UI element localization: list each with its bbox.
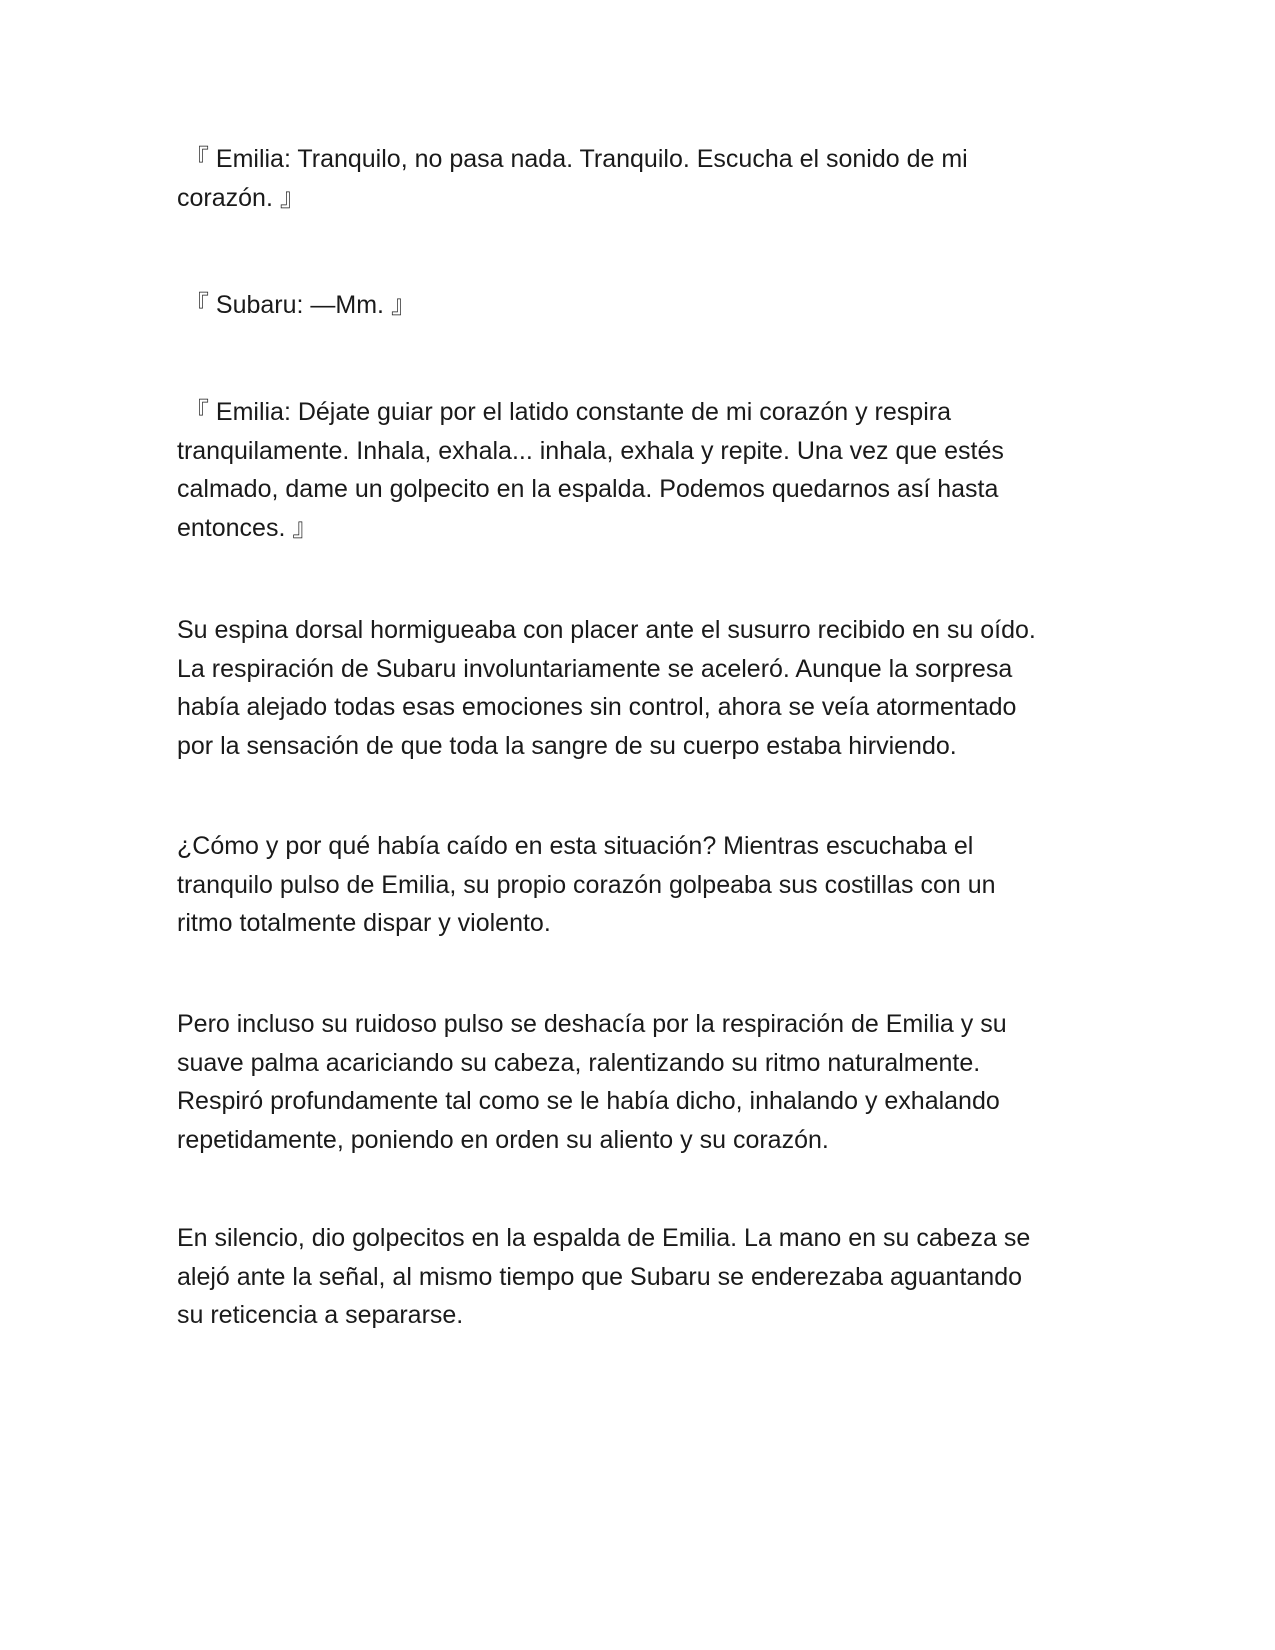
text-line: 『 Emilia: Déjate guiar por el latido constante de mi corazón y respira [177,398,951,426]
text-line: La respiración de Subaru involuntariamente se aceleró. Aunque la sorpresa [177,654,1013,683]
text-line: corazón. 』 [177,183,305,212]
text-line: 『 Emilia: Tranquilo, no pasa nada. Tranquilo. Escucha el sonido de mi [177,145,968,173]
text-line: ¿Cómo y por qué había caído en esta situación? Mientras escuchaba el [177,832,974,860]
text-line: tranquilo pulso de Emilia, su propio corazón golpeaba sus costillas con un [177,870,996,899]
paragraph-emilia-1 [177,140,1107,217]
text-line: repetidamente, poniendo en orden su aliento y su corazón. [177,1125,829,1154]
paragraph-narration-4 [177,1219,1107,1335]
text-line: 『 Subaru: —Mm. 』 [177,291,416,319]
text-line: por la sensación de que toda la sangre de su cuerpo estaba hirviendo. [177,731,957,760]
paragraph-narration-3 [177,1005,1107,1159]
text-line: suave palma acariciando su cabeza, ralentizando su ritmo naturalmente. [177,1048,981,1077]
text-line: tranquilamente. Inhala, exhala... inhala, exhala y repite. Una vez que estés [177,436,1004,465]
text-line: Respiró profundamente tal como se le había dicho, inhalando y exhalando [177,1087,1000,1115]
text-line: su reticencia a separarse. [177,1301,464,1329]
text-line: Su espina dorsal hormigueaba con placer ante el susurro recibido en su oído. [177,616,1036,644]
paragraph-narration-2 [177,827,1107,943]
text-line: entonces. 』 [177,513,318,542]
text-line: alejó ante la señal, al mismo tiempo que Subaru se enderezaba aguantando [177,1262,1023,1291]
paragraph-narration-1 [177,611,1107,765]
text-line: calmado, dame un golpecito en la espalda. Podemos quedarnos así hasta [177,475,999,503]
text-line: ritmo totalmente dispar y violento. [177,909,551,937]
text-line: Pero incluso su ruidoso pulso se deshacía por la respiración de Emilia y su [177,1010,1007,1038]
text-line: había alejado todas esas emociones sin control, ahora se veía atormentado [177,693,1017,721]
paragraph-emilia-2 [177,393,1107,547]
paragraph-subaru-1 [177,286,1107,325]
text-line: En silencio, dio golpecitos en la espalda de Emilia. La mano en su cabeza se [177,1224,1031,1252]
